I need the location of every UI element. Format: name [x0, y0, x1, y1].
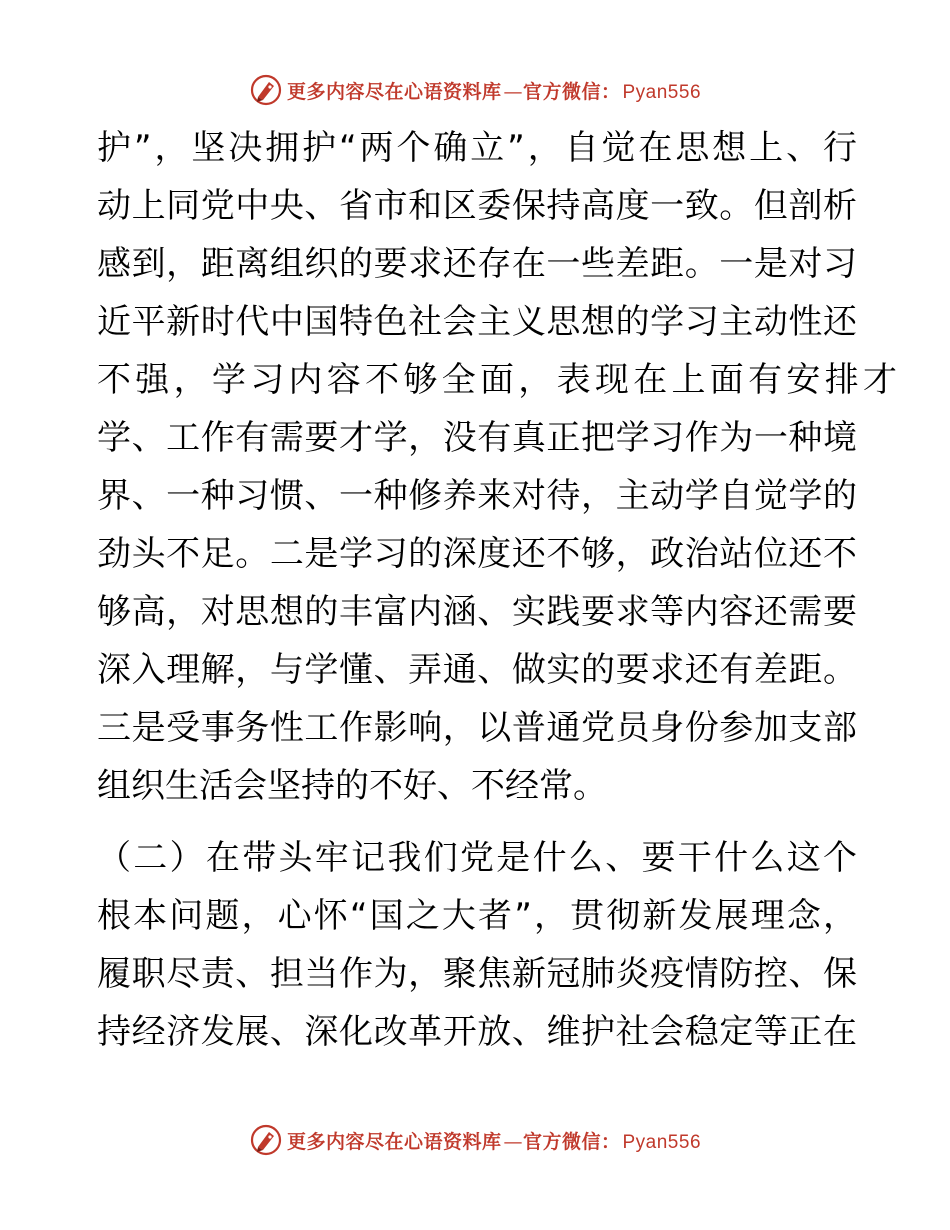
watermark-separator: — — [503, 80, 523, 103]
text-line: 近平新时代中国特色社会主义思想的学习主动性还 — [97, 302, 857, 342]
header-watermark — [0, 72, 950, 108]
text-line: 深入理解，与学懂、弄通、做实的要求还有差距。 — [97, 650, 857, 690]
text-line: 根本问题，心怀“国之大者”，贯彻新发展理念， — [97, 896, 857, 936]
section-heading-line: （二）在带头牢记我们党是什么、要干什么这个 — [97, 838, 857, 878]
pen-nib-logo-icon — [249, 1123, 283, 1157]
watermark-separator: — — [503, 1130, 523, 1153]
text-line: 够高，对思想的丰富内涵、实践要求等内容还需要 — [97, 592, 857, 632]
watermark-wechat-label: 官方微信： — [522, 80, 621, 103]
watermark-wechat-id: Pyan556 — [622, 1131, 702, 1153]
watermark-title: 更多内容尽在心语资料库 — [286, 80, 502, 103]
text-line: 履职尽责、担当作为，聚焦新冠肺炎疫情防控、保 — [97, 954, 857, 994]
pen-nib-logo-icon — [249, 73, 283, 107]
text-line: 持经济发展、深化改革开放、维护社会稳定等正在 — [97, 1012, 857, 1052]
watermark-text — [287, 77, 701, 104]
text-line: 感到，距离组织的要求还存在一些差距。一是对习 — [97, 244, 857, 284]
text-line: 三是受事务性工作影响，以普通党员身份参加支部 — [97, 708, 857, 748]
text-line: 劲头不足。二是学习的深度还不够，政治站位还不 — [97, 534, 857, 574]
text-line: 不强，学习内容不够全面，表现在上面有安排才 — [97, 360, 902, 400]
text-line: 界、一种习惯、一种修养来对待，主动学自觉学的 — [97, 476, 857, 516]
text-line: 学、工作有需要才学，没有真正把学习作为一种境 — [97, 418, 857, 458]
text-line: 护”，坚决拥护“两个确立”，自觉在思想上、行 — [97, 128, 857, 168]
footer-watermark — [0, 1122, 950, 1158]
watermark-wechat-label: 官方微信： — [522, 1130, 621, 1153]
watermark-title: 更多内容尽在心语资料库 — [286, 1130, 502, 1153]
text-line: 组织生活会坚持的不好、不经常。 — [97, 766, 607, 806]
watermark-wechat-id: Pyan556 — [622, 81, 702, 103]
text-line: 动上同党中央、省市和区委保持高度一致。但剖析 — [97, 186, 857, 226]
watermark-text — [287, 1127, 701, 1154]
